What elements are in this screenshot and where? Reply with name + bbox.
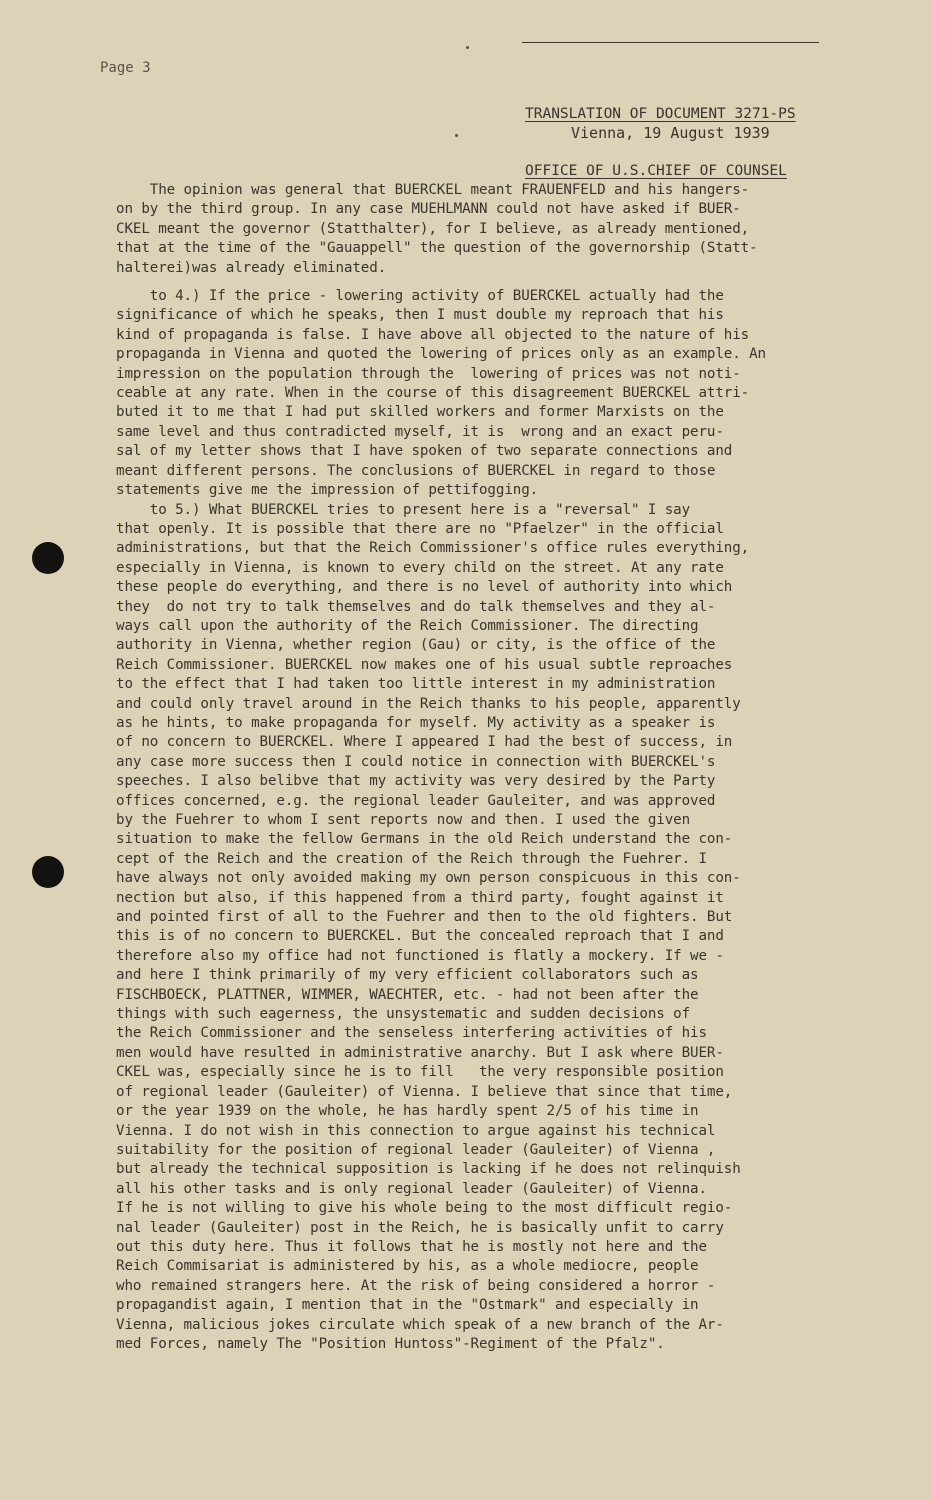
text-line: that openly. It is possible that there are no "Pfaelzer" in the official	[116, 520, 724, 537]
text-line: cept of the Reich and the creation of the Reich through the Fuehrer. I	[116, 850, 707, 867]
text-line: these people do everything, and there is no level of authority into which	[116, 579, 733, 596]
text-line: impression on the population through the lowering of prices was not noti-	[116, 365, 741, 382]
text-line: of no concern to BUERCKEL. Where I appeared I had the best of success, in	[116, 734, 733, 751]
paragraph	[116, 287, 876, 500]
paragraph	[116, 501, 876, 1355]
text-line: CKEL was, especially since he is to fill the very responsible position	[116, 1064, 724, 1081]
text-line: Reich Commisariat is administered by his, as a whole mediocre, people	[116, 1258, 699, 1275]
text-line: all his other tasks and is only regional leader (Gauleiter) of Vienna.	[116, 1180, 707, 1197]
text-line: same level and thus contradicted myself, it is wrong and an exact peru-	[116, 423, 724, 440]
letter-body	[116, 181, 876, 1354]
header-line-2: OFFICE OF U.S.CHIEF OF COUNSEL	[525, 163, 787, 179]
text-line: The opinion was general that BUERCKEL meant FRAUENFELD and his hangers-	[116, 182, 750, 198]
paragraph	[116, 181, 876, 278]
text-line: Vienna, malicious jokes circulate which speak of a new branch of the Ar-	[116, 1316, 724, 1333]
text-line: suitability for the position of regional leader (Gauleiter) of Vienna ,	[116, 1141, 716, 1158]
text-line: who remained strangers here. At the risk of being considered a horror -	[116, 1277, 716, 1294]
text-line: as he hints, to make propaganda for myself. My activity as a speaker is	[116, 714, 716, 731]
text-line: and here I think primarily of my very efficient collaborators such as	[116, 967, 699, 984]
text-line: to the effect that I had taken too little interest in my administration	[116, 676, 716, 693]
text-line: speeches. I also belibve that my activity was very desired by the Party	[116, 773, 716, 790]
text-line: propagandist again, I mention that in the "Ostmark" and especially in	[116, 1297, 699, 1314]
text-line: to 4.) If the price - lowering activity of BUERCKEL actually had the	[116, 288, 724, 305]
dateline: Vienna, 19 August 1939	[571, 124, 770, 142]
text-line: things with such eagerness, the unsystematic and sudden decisions of	[116, 1006, 691, 1023]
text-line: meant different persons. The conclusions of BUERCKEL in regard to those	[116, 462, 716, 479]
ink-speck	[466, 46, 469, 49]
text-line: med Forces, namely The "Position Huntoss"-Regiment of the Pfalz".	[116, 1335, 665, 1352]
text-line: and could only travel around in the Reich thanks to his people, apparently	[116, 695, 741, 712]
text-line: significance of which he speaks, then I must double my reproach that his	[116, 307, 724, 324]
text-line: they do not try to talk themselves and do talk themselves and they al-	[116, 598, 716, 615]
text-line: statements give me the impression of pettifogging.	[116, 482, 539, 499]
text-line: Reich Commissioner. BUERCKEL now makes one of his usual subtle reproaches	[116, 656, 733, 673]
text-line: offices concerned, e.g. the regional leader Gauleiter, and was approved	[116, 792, 716, 809]
header-rule	[522, 42, 819, 43]
text-line: If he is not willing to give his whole being to the most difficult regio-	[116, 1200, 733, 1217]
page-number: Page 3	[100, 60, 151, 76]
text-line: ways call upon the authority of the Reich Commissioner. The directing	[116, 617, 699, 634]
header-line-1: TRANSLATION OF DOCUMENT 3271-PS	[525, 106, 796, 122]
text-line: of regional leader (Gauleiter) of Vienna. I believe that since that time,	[116, 1083, 733, 1100]
text-line: ceable at any rate. When in the course of this disagreement BUERCKEL attri-	[116, 385, 750, 402]
text-line: CKEL meant the governor (Statthalter), for I believe, as already mentioned,	[116, 220, 750, 237]
text-line: nection but also, if this happened from a third party, fought against it	[116, 889, 724, 906]
text-line: FISCHBOECK, PLATTNER, WIMMER, WAECHTER, etc. - had not been after the	[116, 986, 699, 1003]
text-line: propaganda in Vienna and quoted the lowering of prices only as an example. An	[116, 346, 767, 363]
text-line: especially in Vienna, is known to every child on the street. At any rate	[116, 559, 724, 576]
text-line: the Reich Commissioner and the senseless interfering activities of his	[116, 1025, 707, 1042]
text-line: have always not only avoided making my own person conspicuous in this con-	[116, 870, 741, 887]
punch-hole	[32, 856, 64, 888]
text-line: men would have resulted in administrative anarchy. But I ask where BUER-	[116, 1044, 724, 1061]
text-line: to 5.) What BUERCKEL tries to present here is a "reversal" I say	[116, 501, 691, 518]
text-line: that at the time of the "Gauappell" the question of the governorship (Statt-	[116, 240, 758, 257]
ink-speck	[455, 134, 458, 137]
punch-hole	[32, 542, 64, 574]
text-line: buted it to me that I had put skilled workers and former Marxists on the	[116, 404, 724, 421]
text-line: administrations, but that the Reich Commissioner's office rules everything,	[116, 540, 750, 557]
text-line: this is of no concern to BUERCKEL. But the concealed reproach that I and	[116, 928, 724, 945]
text-line: or the year 1939 on the whole, he has hardly spent 2/5 of his time in	[116, 1103, 699, 1120]
text-line: Vienna. I do not wish in this connection to argue against his technical	[116, 1122, 716, 1139]
text-line: any case more success then I could notice in connection with BUERCKEL's	[116, 753, 716, 770]
text-line: halterei)was already eliminated.	[116, 259, 387, 276]
text-line: by the Fuehrer to whom I sent reports now and then. I used the given	[116, 812, 691, 828]
text-line: therefore also my office had not functioned is flatly a mockery. If we -	[116, 947, 724, 964]
text-line: kind of propaganda is false. I have above all objected to the nature of his	[116, 326, 750, 343]
text-line: authority in Vienna, whether region (Gau) or city, is the office of the	[116, 637, 716, 654]
text-line: situation to make the fellow Germans in the old Reich understand the con-	[116, 831, 733, 848]
text-line: on by the third group. In any case MUEHLMANN could not have asked if BUER-	[116, 201, 741, 218]
text-line: but already the technical supposition is lacking if he does not relinquish	[116, 1161, 741, 1178]
text-line: and pointed first of all to the Fuehrer and then to the old fighters. But	[116, 909, 733, 926]
text-line: nal leader (Gauleiter) post in the Reich, he is basically unfit to carry	[116, 1219, 724, 1236]
text-line: sal of my letter shows that I have spoken of two separate connections and	[116, 443, 733, 460]
text-line: out this duty here. Thus it follows that he is mostly not here and the	[116, 1238, 707, 1255]
